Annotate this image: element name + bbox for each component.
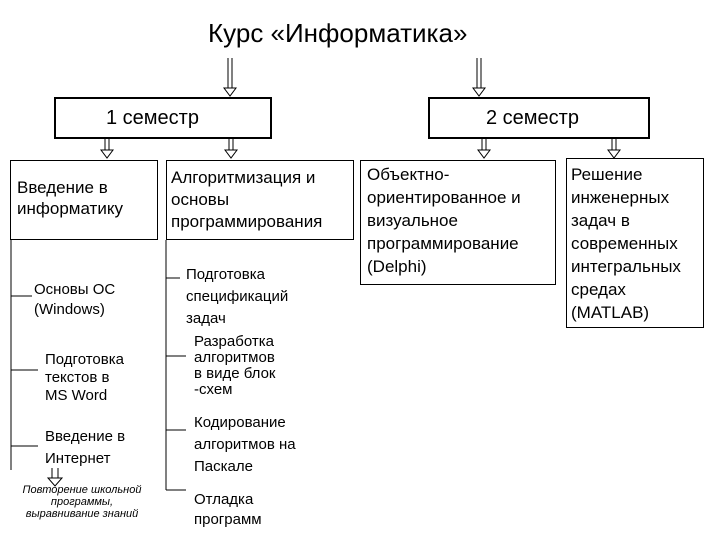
arrowhead-sem1-intro — [101, 150, 113, 158]
intro-section-box — [10, 160, 158, 240]
engineering-section-label: Решение инженерных задач в современных интегральных средах (MATLAB) — [571, 165, 681, 322]
arrow-semester2-to-engineering — [612, 138, 616, 150]
semester-1-box — [54, 97, 272, 139]
oop-section-label: Объектно- ориентированное и визуальное программирование (Delphi) — [367, 165, 521, 276]
engineering-section-box — [566, 158, 704, 328]
arrowhead-sem1-algo — [225, 150, 237, 158]
intro-topic-2: Подготовка текстов в MS Word — [45, 351, 124, 404]
intro-topic-1: Основы ОС (Windows) — [34, 281, 116, 318]
arrow-title-to-semester-1 — [228, 58, 232, 88]
algo-topic-4: Отладка программ — [194, 491, 262, 528]
arrowhead-sem2-eng — [608, 150, 620, 158]
arrow-semester1-to-intro — [105, 138, 109, 150]
semester-2-box — [428, 97, 650, 139]
semester-2-label: 2 семестр — [486, 107, 579, 129]
oop-section-box — [360, 160, 556, 285]
arrow-title-to-semester-2 — [477, 58, 481, 88]
arrow-semester1-to-algo — [229, 138, 233, 150]
arrowhead-title-2 — [473, 88, 485, 96]
algo-section-box — [166, 160, 354, 240]
arrow-semester2-to-oop — [482, 138, 486, 150]
algo-topic-1: Подготовка спецификаций задач — [186, 266, 289, 327]
arrowhead-sem2-oop — [478, 150, 490, 158]
intro-section-label: Введение в информатику — [17, 178, 123, 218]
algo-topic-3: Кодирование алгоритмов на Паскале — [194, 414, 296, 475]
arrowhead-title-1 — [224, 88, 236, 96]
intro-topic-3: Введение в Интернет — [45, 428, 126, 467]
page-title: Курс «Информатика» — [208, 18, 468, 48]
note-text: Повторение школьной программы, выравнивание знаний — [22, 484, 142, 520]
algo-topic-2: Разработка алгоритмов в виде блок -схем — [194, 333, 276, 398]
algo-section-label: Алгоритмизация и основы программирования — [171, 168, 323, 231]
semester-1-label: 1 семестр — [106, 107, 199, 129]
